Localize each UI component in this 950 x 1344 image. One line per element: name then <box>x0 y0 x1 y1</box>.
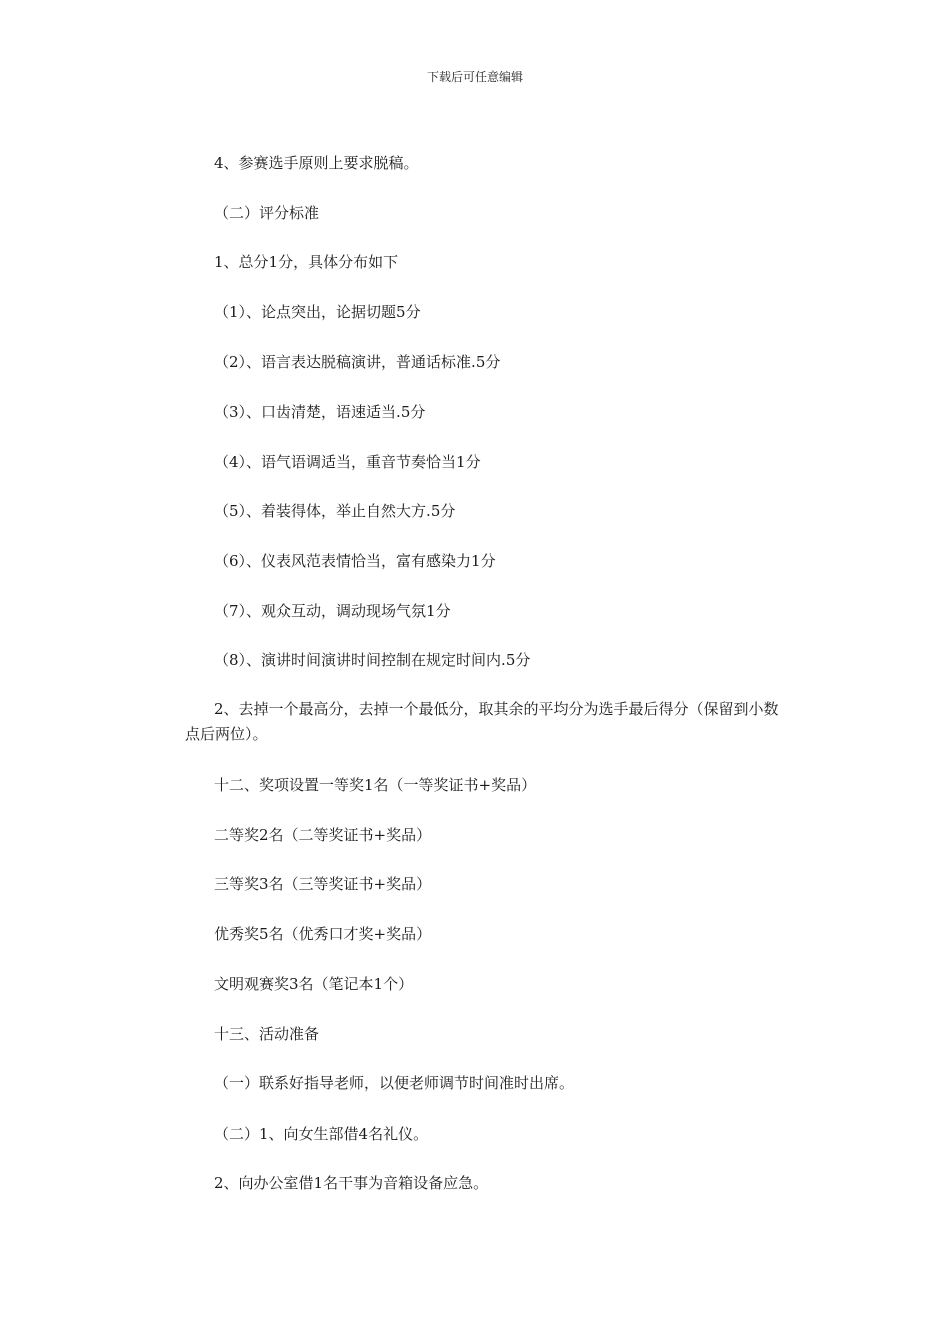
section-preparation: 十三、活动准备 <box>214 1025 320 1043</box>
awards-audience-prize: 文明观赛奖3名（笔记本1个） <box>214 975 414 993</box>
total-score-line: 1、总分1分，具体分布如下 <box>214 253 399 271</box>
prep-item-2: （二）1、向女生部借4名礼仪。 <box>214 1125 429 1143</box>
scoring-method-paragraph: 2、去掉一个最高分，去掉一个最低分，取其余的平均分为选手最后得分（保留到小数点后两位）。 <box>185 700 779 743</box>
page-header: 下载后可任意编辑 <box>426 70 523 84</box>
criterion-8: （8）、演讲时间演讲时间控制在规定时间内.5分 <box>214 651 531 669</box>
awards-third-prize: 三等奖3名（三等奖证书+奖品） <box>214 875 432 893</box>
criterion-7: （7）、观众互动，调动现场气氛1分 <box>214 602 451 620</box>
rule-memorize: 4、参赛选手原则上要求脱稿。 <box>214 154 419 172</box>
criterion-4: （4）、语气语调适当，重音节奏恰当1分 <box>214 453 481 471</box>
criterion-3: （3）、口齿清楚，语速适当.5分 <box>214 403 426 421</box>
prep-item-3: 2、向办公室借1名干事为音箱设备应急。 <box>214 1174 489 1192</box>
criterion-6: （6）、仪表风范表情恰当，富有感染力1分 <box>214 552 496 570</box>
criterion-2: （2）、语言表达脱稿演讲，普通话标准.5分 <box>214 353 501 371</box>
awards-excellence-prize: 优秀奖5名（优秀口才奖+奖品） <box>214 925 432 943</box>
criterion-5: （5）、着装得体，举止自然大方.5分 <box>214 502 456 520</box>
awards-second-prize: 二等奖2名（二等奖证书+奖品） <box>214 826 432 844</box>
awards-first-prize: 十二、奖项设置一等奖1名（一等奖证书+奖品） <box>214 776 537 794</box>
section-scoring-standard: （二）评分标准 <box>214 204 320 222</box>
prep-item-1: （一）联系好指导老师，以便老师调节时间准时出席。 <box>214 1074 575 1092</box>
criterion-1: （1）、论点突出，论据切题5分 <box>214 303 421 321</box>
